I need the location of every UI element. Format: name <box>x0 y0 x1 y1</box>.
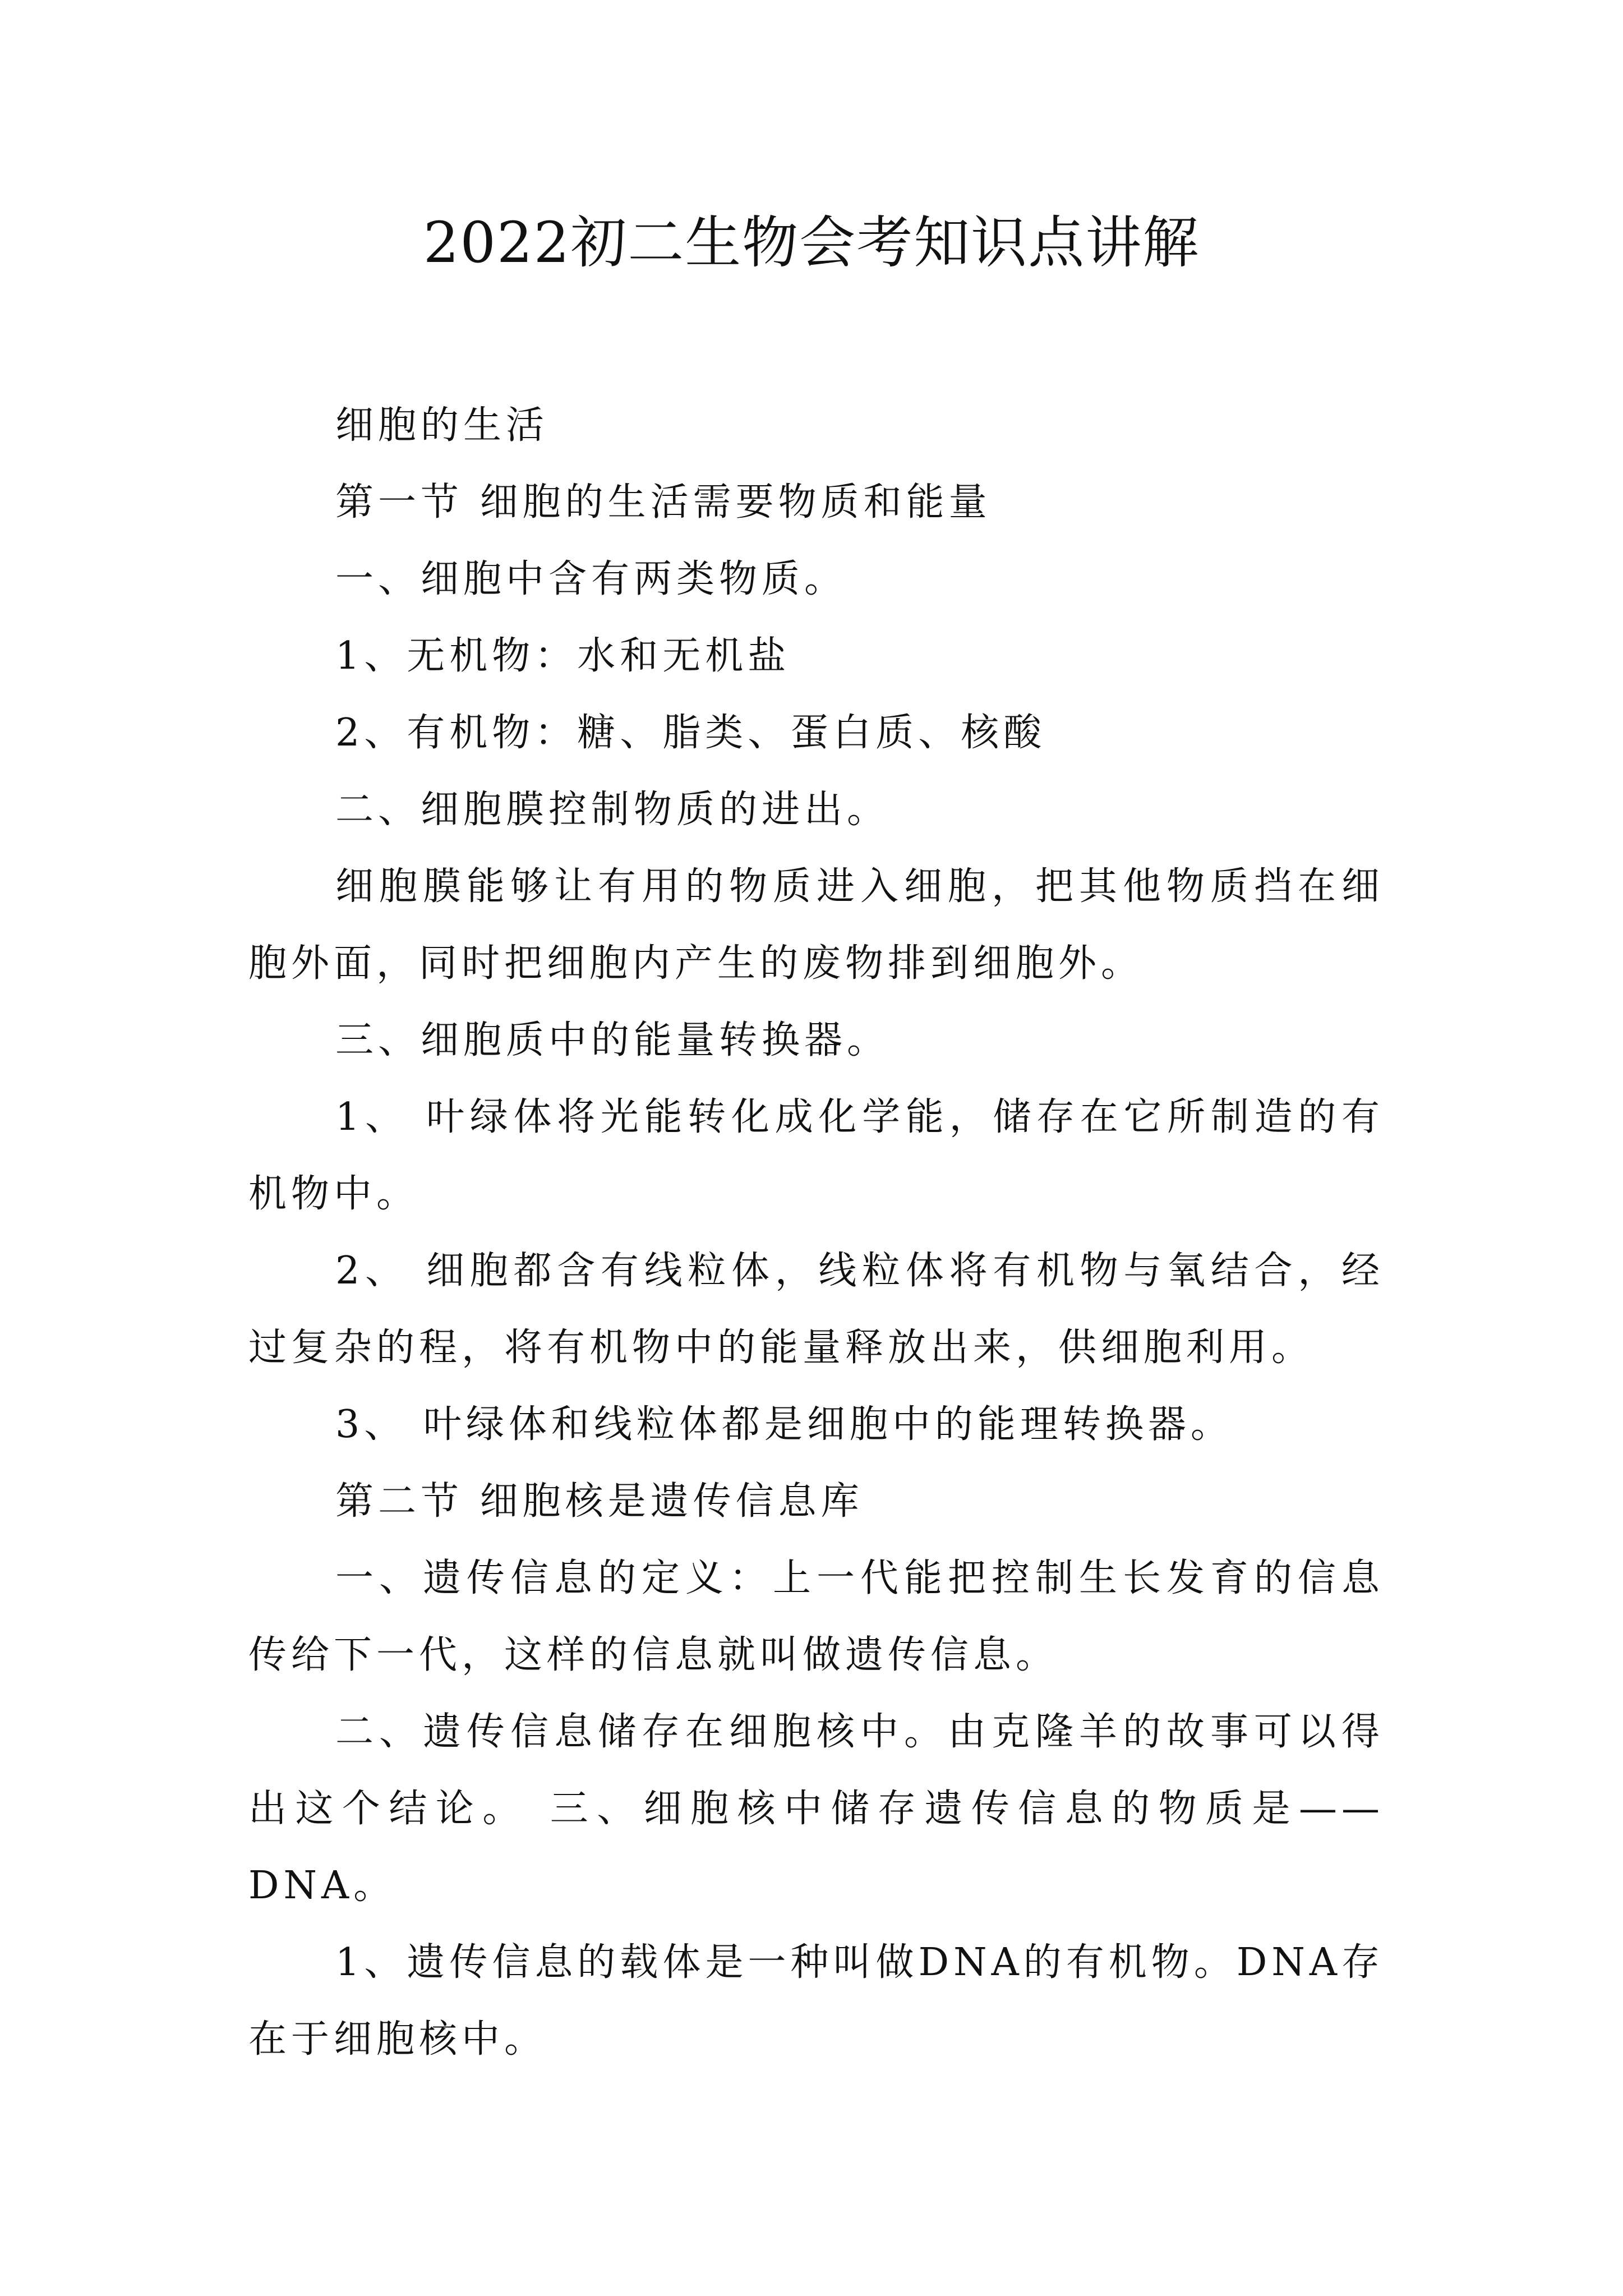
paragraph: 二、遗传信息储存在细胞核中。由克隆羊的故事可以得出这个结论。 三、细胞核中储存遗传信息的物质是——DNA。 <box>248 1710 1384 1908</box>
paragraph: 第二节 细胞核是遗传信息库 <box>335 1479 864 1524</box>
paragraph: 一、细胞中含有两类物质。 <box>335 557 847 601</box>
paragraph: 第一节 细胞的生活需要物质和能量 <box>335 480 992 524</box>
paragraph: 2、 细胞都含有线粒体，线粒体将有机物与氧结合，经过复杂的程，将有机物中的能量释放出来，供细胞利用。 <box>248 1249 1384 1370</box>
paragraph: 2、有机物：糖、脂类、蛋白质、核酸 <box>335 711 1046 755</box>
paragraph: 二、细胞膜控制物质的进出。 <box>335 788 890 832</box>
paragraph: 一、遗传信息的定义：上一代能把控制生长发育的信息传给下一代，这样的信息就叫做遗传信息。 <box>248 1556 1384 1677</box>
paragraph: 三、细胞质中的能量转换器。 <box>335 1018 890 1062</box>
paragraph: 3、 叶绿体和线粒体都是细胞中的能理转换器。 <box>335 1402 1233 1447</box>
paragraph: 1、 叶绿体将光能转化成化学能，储存在它所制造的有机物中。 <box>248 1095 1384 1216</box>
document-title: 2022初二生物会考知识点讲解 <box>423 210 1200 275</box>
document-body <box>248 387 1384 2078</box>
paragraph: 1、遗传信息的载体是一种叫做DNA的有机物。DNA存在于细胞核中。 <box>248 1940 1384 2062</box>
paragraph: 细胞膜能够让有用的物质进入细胞，把其他物质挡在细胞外面，同时把细胞内产生的废物排到细胞外。 <box>248 864 1384 986</box>
paragraph: 1、无机物：水和无机盐 <box>335 634 791 678</box>
paragraph: 细胞的生活 <box>335 403 549 448</box>
